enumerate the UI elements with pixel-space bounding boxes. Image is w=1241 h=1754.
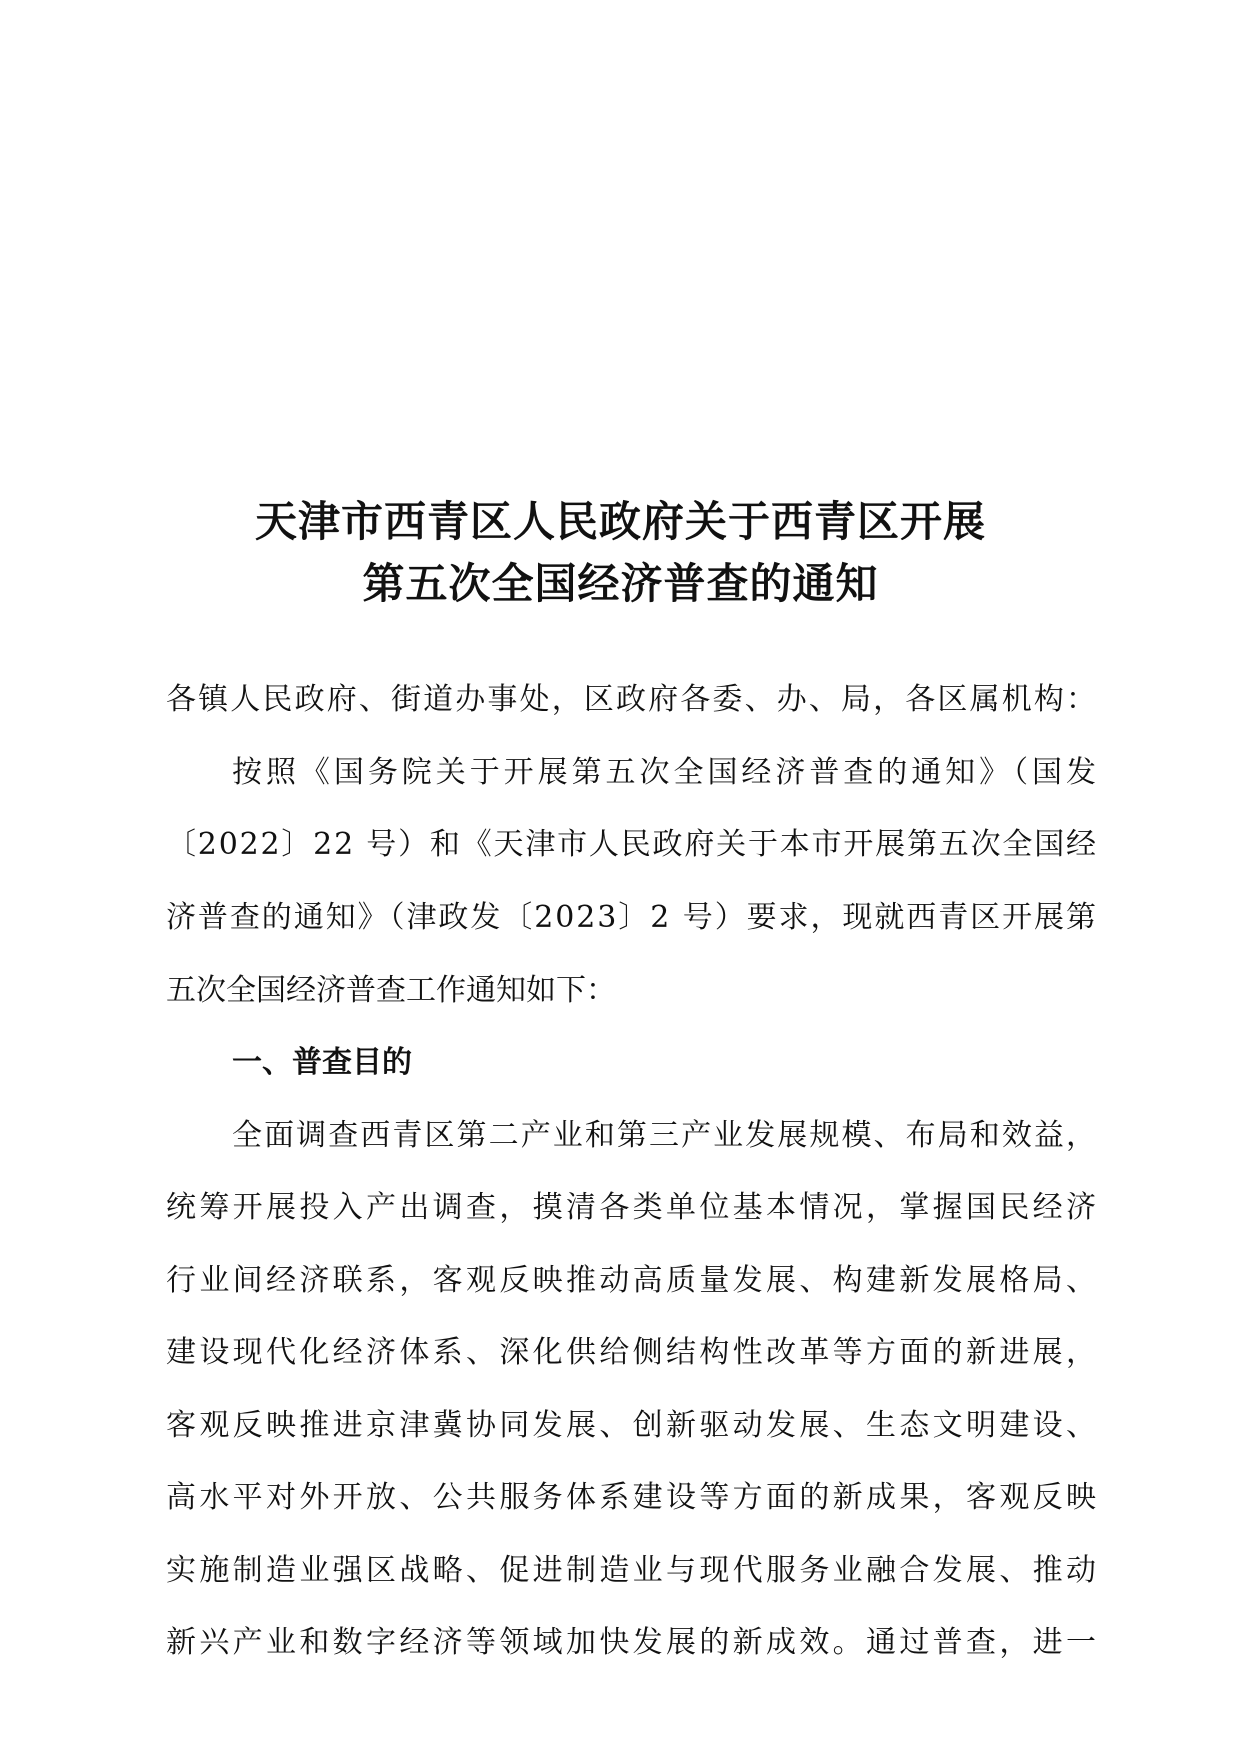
body-line: 行业间经济联系，客观反映推动高质量发展、构建新发展格局、 <box>166 1263 1100 1298</box>
section-heading: 一、普查目的 <box>232 1045 412 1080</box>
intro-line: 〔2022〕22 号）和《天津市人民政府关于本市开展第五次全国经 <box>166 827 1098 862</box>
body-line: 建设现代化经济体系、深化供给侧结构性改革等方面的新进展， <box>166 1335 1100 1370</box>
body-line: 全面调查西青区第二产业和第三产业发展规模、布局和效益， <box>232 1118 1099 1153</box>
body-line: 高水平对外开放、公共服务体系建设等方面的新成果，客观反映 <box>166 1480 1100 1515</box>
document-title-line-2: 第五次全国经济普查的通知 <box>362 559 879 608</box>
body-line: 客观反映推进京津冀协同发展、创新驱动发展、生态文明建设、 <box>166 1408 1100 1443</box>
intro-line: 济普查的通知》（津政发〔2023〕2 号）要求，现就西青区开展第 <box>166 900 1098 935</box>
body-line: 新兴产业和数字经济等领域加快发展的新成效。通过普查，进一 <box>166 1625 1100 1660</box>
body-line: 统筹开展投入产出调查，摸清各类单位基本情况，掌握国民经济 <box>166 1190 1100 1225</box>
intro-line: 五次全国经济普查工作通知如下： <box>166 973 616 1008</box>
addressee: 各镇人民政府、街道办事处，区政府各委、办、局，各区属机构： <box>166 682 1099 717</box>
document-title-line-1: 天津市西青区人民政府关于西青区开展 <box>254 497 986 546</box>
body-line: 实施制造业强区战略、促进制造业与现代服务业融合发展、推动 <box>166 1553 1100 1588</box>
intro-line: 按照《国务院关于开展第五次全国经济普查的通知》（国发 <box>232 755 1100 790</box>
